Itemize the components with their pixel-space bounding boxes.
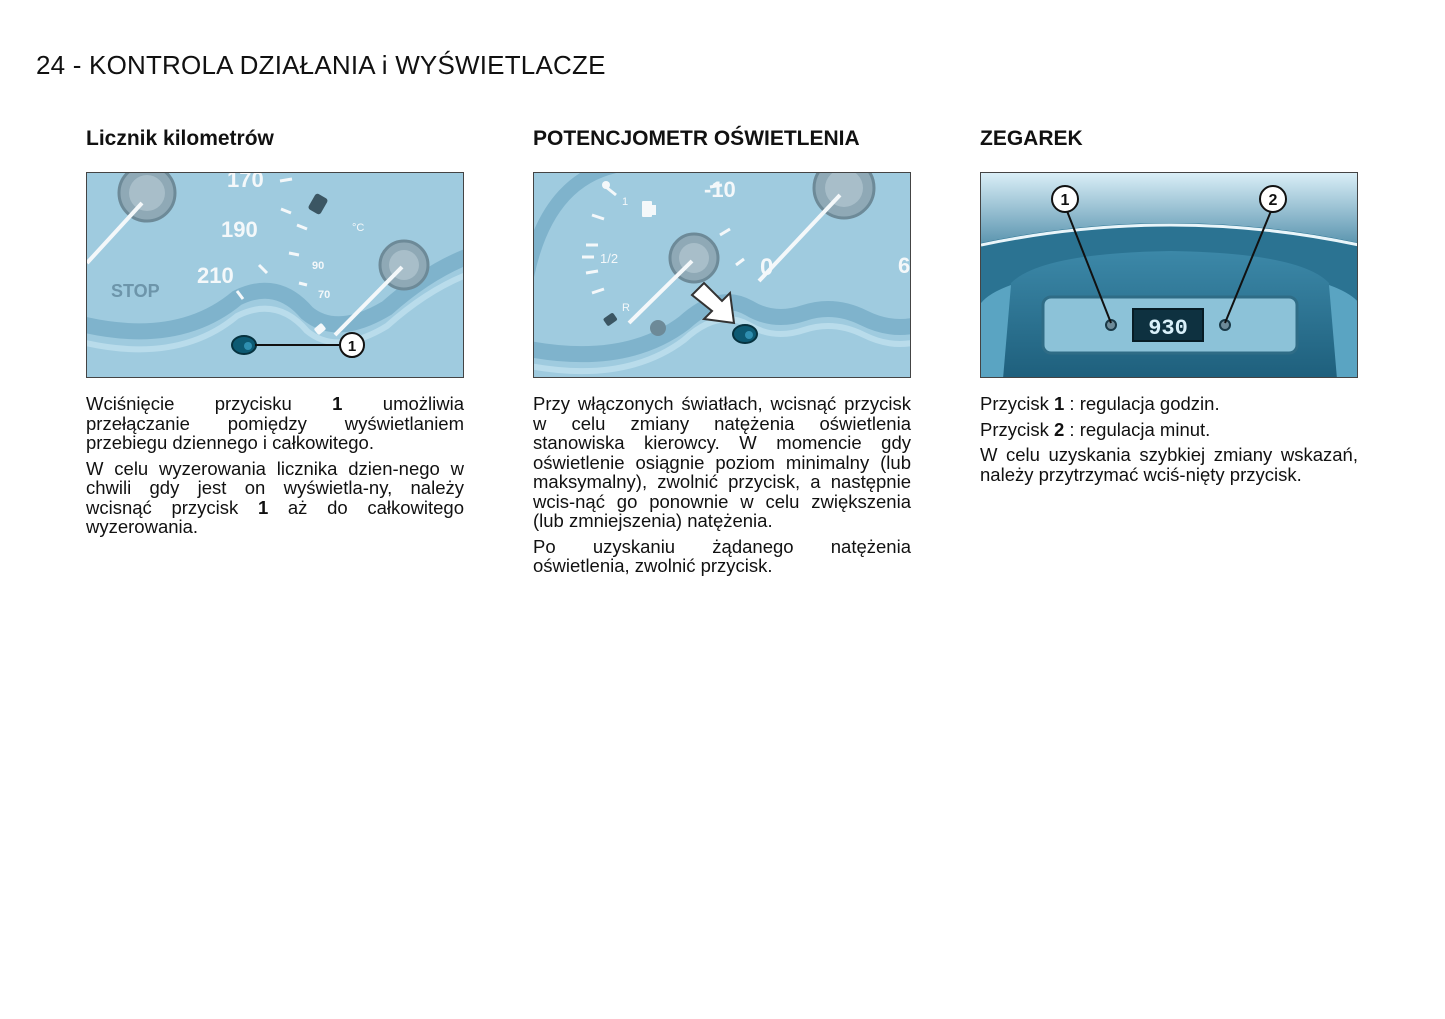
- section-text: [86, 394, 464, 537]
- page-title: 24 - KONTROLA DZIAŁANIA i WYŚWIETLACZE: [36, 50, 606, 80]
- paragraph: W celu wyzerowania licznika dzien-nego w chwili gdy jest on wyświetla-ny, należy wcisnąć przycisk 1 aż do całkowitego wyzerowania.: [86, 457, 465, 537]
- dimmer-button-icon: [733, 325, 757, 343]
- section-odometer: [86, 124, 464, 543]
- paragraph: Przycisk 1 : regulacja godzin.: [980, 393, 1220, 414]
- section-clock: [980, 124, 1358, 490]
- paragraph: W celu uzyskania szybkiej zmiany wskazań, należy przytrzymać wciś-nięty przycisk.: [980, 444, 1358, 485]
- paragraph: Przycisk 2 : regulacja minut.: [980, 418, 1211, 440]
- fuel-mark-reserve: R: [622, 302, 630, 314]
- section-title: ZEGAREK: [980, 127, 1083, 150]
- speed-mark-170: 170: [227, 173, 264, 192]
- rpm-mark-6: 6: [898, 253, 911, 278]
- temp-unit: °C: [352, 222, 365, 234]
- section-title: POTENCJOMETR OŚWIETLENIA: [533, 127, 860, 150]
- paragraph: Po uzyskaniu żądanego natężenia oświetlenia, zwolnić przycisk.: [533, 535, 911, 576]
- section-text: [980, 394, 1358, 484]
- odometer-illustration: [86, 172, 464, 378]
- fuel-mark-1: 1: [622, 196, 629, 208]
- speed-mark-190: 190: [221, 217, 258, 242]
- stop-label: STOP: [111, 281, 160, 301]
- section-text: [533, 394, 911, 576]
- callout-1: 1: [1060, 192, 1070, 209]
- temp-mark-70: 70: [318, 289, 331, 301]
- paragraph: Wciśnięcie przycisku 1 umożliwia przełączanie pomiędzy wyświetlaniem przebiegu dziennego i całkowitego.: [86, 393, 464, 453]
- speed-mark-210: 210: [197, 263, 234, 288]
- callout-2: 2: [1268, 192, 1278, 209]
- callout-1: 1: [347, 338, 357, 355]
- trip-reset-button-icon: [232, 336, 256, 354]
- dimmer-illustration: [533, 172, 911, 378]
- paragraph: Przy włączonych światłach, wcisnąć przycisk w celu zmiany natężenia oświetlenia stanowiska kierowcy. W momencie gdy oświetlenie osiągnie poziom minimalny (lub maksymalny), zwolnić przycisk, a następnie wcis-nąć go ponownie w celu zwiększenia (lub zmniejszenia) natężenia.: [533, 393, 911, 531]
- section-dimmer: [533, 124, 911, 582]
- clock-illustration: [980, 172, 1358, 378]
- section-title: Licznik kilometrów: [86, 127, 274, 150]
- fuel-mark-half: 1/2: [600, 251, 619, 266]
- clock-display: 930: [1148, 316, 1188, 341]
- rpm-mark-0: 0: [760, 254, 774, 281]
- temp-mark-90: 90: [312, 260, 325, 272]
- rpm-mark-10: -10: [704, 177, 736, 202]
